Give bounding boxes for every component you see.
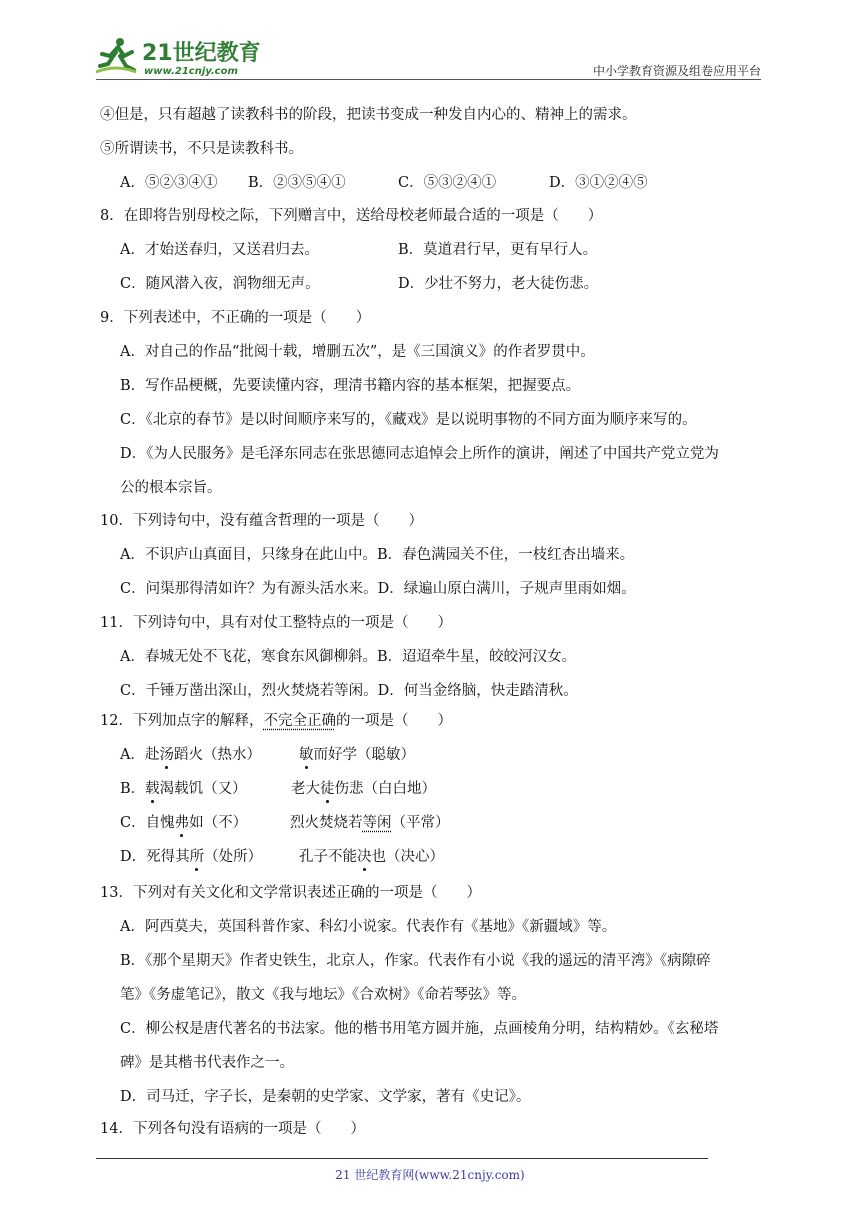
q12-stem-post: 的一项是（ ） xyxy=(335,713,452,729)
text: A．赴 xyxy=(120,747,160,763)
q7-option-a: A．⑤②③④① xyxy=(120,175,218,191)
text: D．死得其 xyxy=(120,849,190,865)
q12-option-b-right xyxy=(291,780,436,798)
q7-option-b: B．②③⑤④① xyxy=(248,175,346,191)
dotted-char: 汤 xyxy=(159,747,174,763)
q12-option-a-right xyxy=(299,746,415,764)
dotted-char: 决 xyxy=(357,849,372,865)
text: 也（决心） xyxy=(371,849,444,865)
dotted-chars: 等闲 xyxy=(362,815,392,831)
dotted-char: 弗 xyxy=(174,815,190,831)
q8-option-c: C．随风潜入夜，润物细无声。 xyxy=(120,276,320,292)
q12-stem xyxy=(100,712,452,730)
q12-option-d-right xyxy=(299,848,444,866)
q7-item-5: ⑤所谓读书，不只是读教科书。 xyxy=(100,141,303,157)
q9-option-d-line2: 公的根本宗旨。 xyxy=(120,480,222,496)
platform-title: 中小学教育资源及组卷应用平台 xyxy=(592,64,761,78)
header-divider xyxy=(96,79,761,80)
logo-url-text: www.21cnjy.com xyxy=(144,66,238,77)
q10-options-ab: A．不识庐山真面目，只缘身在此山中。B．春色满园关不住，一枝红杏出墙来。 xyxy=(120,547,635,563)
q8-option-d: D．少壮不努力，老大徒伤悲。 xyxy=(398,276,599,292)
q12-option-c-left xyxy=(120,814,247,832)
q7-item-4: ④但是，只有超越了读教科书的阶段，把读书变成一种发自内心的、精神上的需求。 xyxy=(100,107,637,123)
q9-option-b: B．写作品梗概，先要读懂内容，理清书籍内容的基本框架，把握要点。 xyxy=(120,378,581,394)
q12-option-b-left xyxy=(120,780,247,798)
text: （平常） xyxy=(391,815,450,831)
text: 烈火焚烧若 xyxy=(290,815,363,831)
q14-stem: 14．下列各句没有语病的一项是（ ） xyxy=(100,1121,365,1137)
q8-stem: 8．在即将告别母校之际，下列赠言中，送给母校老师最合适的一项是（ ） xyxy=(100,208,603,224)
q11-options-cd: C．千锤万凿出深山，烈火焚烧若等闲。D．何当金络脑，快走踏清秋。 xyxy=(120,683,578,699)
q8-option-a: A．才始送春归，又送君归去。 xyxy=(120,242,319,258)
footer-divider xyxy=(96,1158,708,1159)
q12-stem-dotted: 不完全正确 xyxy=(263,713,336,729)
q7-option-d: D．③①②④⑤ xyxy=(549,175,648,191)
footer-text: 21 世纪教育网(www.21cnjy.com) xyxy=(335,1168,525,1182)
q12-option-a-left xyxy=(120,746,261,764)
dotted-char: 敏 xyxy=(299,747,314,763)
q13-option-b-line2: 笔》《务虚笔记》，散文《我与地坛》《合欢树》《命若琴弦》等。 xyxy=(120,987,526,1003)
q7-option-c: C．⑤③②④① xyxy=(398,175,497,191)
text: 渴载饥（又） xyxy=(159,781,247,797)
dotted-char: 徒 xyxy=(320,781,335,797)
q9-stem: 9．下列表述中，不正确的一项是（ ） xyxy=(100,310,371,326)
dotted-char: 载 xyxy=(145,781,160,797)
q12-stem-pre: 12．下列加点字的解释， xyxy=(100,713,264,729)
logo-main-text: 21世纪教育 xyxy=(142,41,261,66)
q13-option-b-line1: B．《那个星期天》作者史铁生，北京人，作家。代表作有小说《我的遥远的清平湾》《病隙碎 xyxy=(120,953,711,969)
q13-option-a: A．阿西莫夫，英国科普作家、科幻小说家。代表作有《基地》《新疆域》等。 xyxy=(120,919,617,935)
logo xyxy=(96,34,266,78)
q13-option-c-line2: 碑》是其楷书代表作之一。 xyxy=(120,1055,294,1071)
q13-option-c-line1: C．柳公权是唐代著名的书法家。他的楷书用笔方圆并施，点画棱角分明，结构精妙。《玄秘塔 xyxy=(120,1021,719,1037)
runner-icon xyxy=(96,38,136,72)
text: C．自愧 xyxy=(120,815,175,831)
text: （处所） xyxy=(204,849,263,865)
q9-option-c: C．《北京的春节》是以时间顺序来写的，《藏戏》是以说明事物的不同方面为顺序来写的。 xyxy=(120,412,697,428)
dotted-char: 所 xyxy=(189,849,205,865)
text: 而好学（聪敏） xyxy=(313,747,415,763)
q9-option-a: A．对自己的作品“批阅十载，增删五次”，是《三国演义》的作者罗贯中。 xyxy=(120,344,595,360)
text: 老大 xyxy=(291,781,320,797)
text: 伤悲（白白地） xyxy=(334,781,436,797)
q13-option-d: D．司马迁，字子长，是秦朝的史学家、文学家，著有《史记》。 xyxy=(120,1089,531,1105)
q11-stem: 11．下列诗句中，具有对仗工整特点的一项是（ ） xyxy=(100,615,452,631)
q9-option-d-line1: D．《为人民服务》是毛泽东同志在张思德同志追悼会上所作的演讲，阐述了中国共产党立党为 xyxy=(120,446,719,462)
q12-option-d-left xyxy=(120,848,262,866)
q11-options-ab: A．春城无处不飞花，寒食东风御柳斜。B．迢迢牵牛星，皎皎河汉女。 xyxy=(120,649,577,665)
text: 孔子不能 xyxy=(299,849,357,865)
text: 如（不） xyxy=(189,815,248,831)
q10-stem: 10．下列诗句中，没有蕴含哲理的一项是（ ） xyxy=(100,513,423,529)
text: B． xyxy=(120,781,146,797)
q10-options-cd: C．问渠那得清如许？为有源头活水来。D．绿遍山原白满川，子规声里雨如烟。 xyxy=(120,581,636,597)
text: 蹈火（热水） xyxy=(173,747,261,763)
q12-option-c-right xyxy=(290,814,450,832)
q8-option-b: B．莫道君行早，更有早行人。 xyxy=(398,242,598,258)
page-header xyxy=(96,34,761,80)
q13-stem: 13．下列对有关文化和文学常识表述正确的一项是（ ） xyxy=(100,885,481,901)
